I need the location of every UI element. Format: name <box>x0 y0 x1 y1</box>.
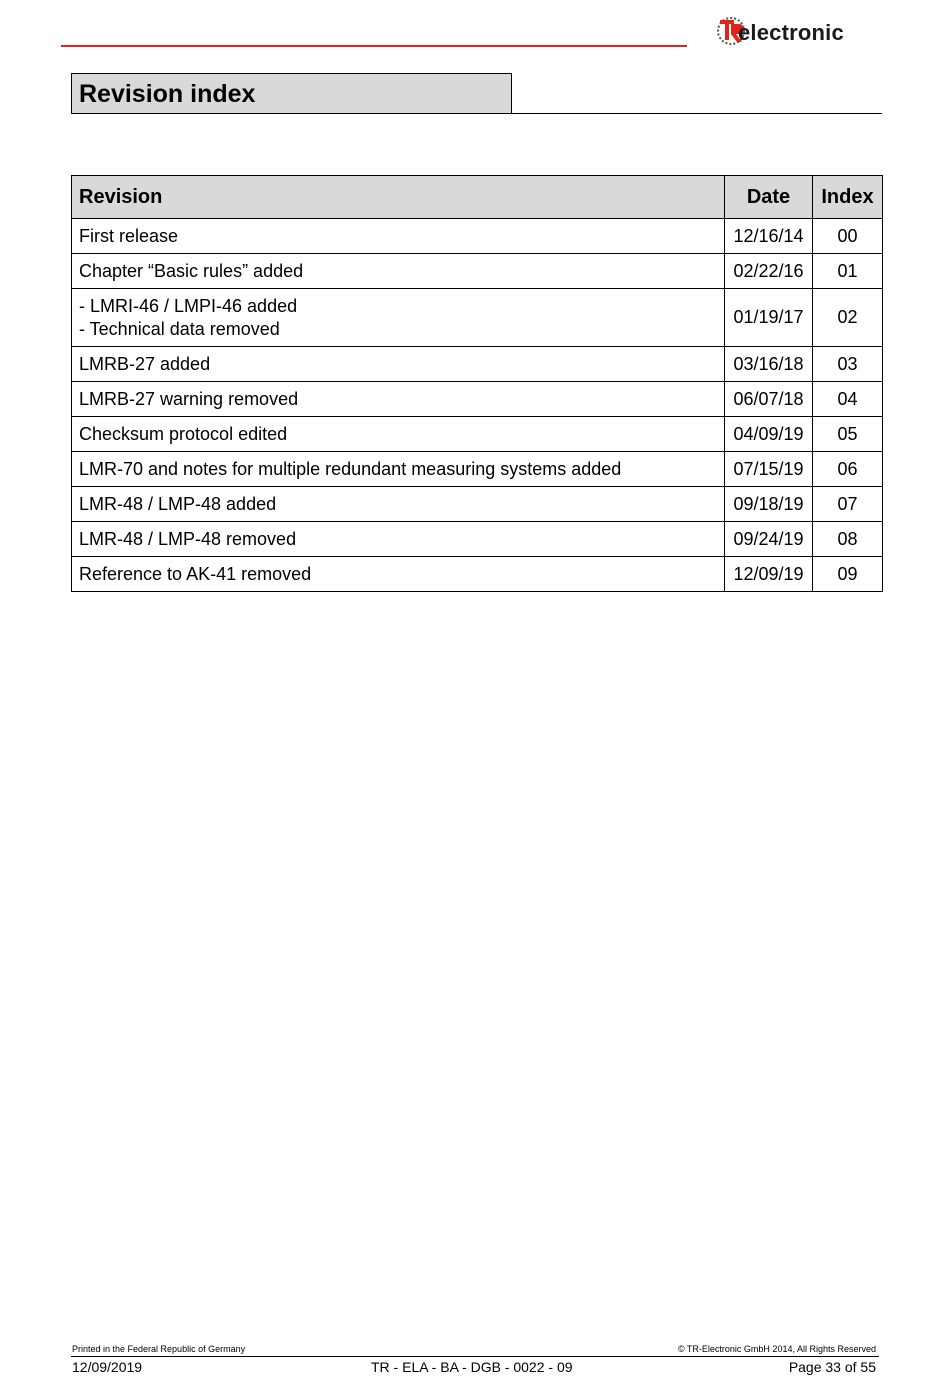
header-red-rule <box>61 45 687 47</box>
table-row <box>72 522 883 557</box>
index-cell: 02 <box>813 289 883 347</box>
index-cell: 01 <box>813 254 883 289</box>
revision-cell <box>72 452 725 487</box>
revision-text: LMRB-27 added <box>79 353 211 374</box>
table-header-row <box>72 176 883 219</box>
revision-text: LMR-70 and notes for multiple redundant measuring systems added <box>79 458 622 479</box>
revision-text: - Technical data removed <box>79 318 280 339</box>
table-row <box>72 417 883 452</box>
footer-document-id: TR - ELA - BA - DGB - 0022 - 09 <box>371 1359 573 1375</box>
revision-cell <box>72 254 725 289</box>
revision-text: - LMRI-46 / LMPI-46 added <box>79 295 298 316</box>
table-row <box>72 382 883 417</box>
date-cell: 12/16/14 <box>725 219 813 254</box>
index-cell: 00 <box>813 219 883 254</box>
footer-printed-in: Printed in the Federal Republic of Germany <box>72 1344 246 1354</box>
revision-cell <box>72 522 725 557</box>
table-row <box>72 452 883 487</box>
date-cell: 02/22/16 <box>725 254 813 289</box>
page-title-box <box>71 73 512 114</box>
header-index: Index <box>813 176 883 219</box>
revision-text: Chapter “Basic rules” added <box>79 260 304 281</box>
revision-cell <box>72 289 725 347</box>
revision-text: Reference to AK-41 removed <box>79 563 312 584</box>
date-cell: 01/19/17 <box>725 289 813 347</box>
index-cell: 08 <box>813 522 883 557</box>
date-cell: 09/18/19 <box>725 487 813 522</box>
page-title: Revision index <box>79 80 256 108</box>
revision-table <box>71 175 883 592</box>
date-cell: 09/24/19 <box>725 522 813 557</box>
revision-text: First release <box>79 225 179 246</box>
index-cell: 06 <box>813 452 883 487</box>
revision-cell <box>72 487 725 522</box>
title-rule <box>511 113 882 114</box>
date-cell: 12/09/19 <box>725 557 813 592</box>
header-revision: Revision <box>72 176 725 219</box>
table-row <box>72 557 883 592</box>
date-cell: 06/07/18 <box>725 382 813 417</box>
revision-cell <box>72 347 725 382</box>
revision-text: Checksum protocol edited <box>79 423 288 444</box>
index-cell: 05 <box>813 417 883 452</box>
table-row <box>72 347 883 382</box>
date-cell: 07/15/19 <box>725 452 813 487</box>
footer-copyright: © TR-Electronic GmbH 2014, All Rights Reserved <box>677 1344 876 1354</box>
revision-text: LMR-48 / LMP-48 added <box>79 493 277 514</box>
table-row <box>72 289 883 347</box>
revision-cell <box>72 557 725 592</box>
table-row <box>72 219 883 254</box>
revision-cell <box>72 417 725 452</box>
footer-date: 12/09/2019 <box>72 1359 143 1375</box>
index-cell: 09 <box>813 557 883 592</box>
index-cell: 07 <box>813 487 883 522</box>
brand-logo-text: electronic <box>738 20 844 45</box>
footer-page-number: Page 33 of 55 <box>788 1359 876 1375</box>
table-row <box>72 487 883 522</box>
revision-cell <box>72 382 725 417</box>
index-cell: 03 <box>813 347 883 382</box>
footer-rule <box>71 1356 879 1357</box>
revision-cell <box>72 219 725 254</box>
date-cell: 04/09/19 <box>725 417 813 452</box>
revision-text: LMR-48 / LMP-48 removed <box>79 528 297 549</box>
header-date: Date <box>725 176 813 219</box>
index-cell: 04 <box>813 382 883 417</box>
revision-text: LMRB-27 warning removed <box>79 388 299 409</box>
table-row <box>72 254 883 289</box>
date-cell: 03/16/18 <box>725 347 813 382</box>
